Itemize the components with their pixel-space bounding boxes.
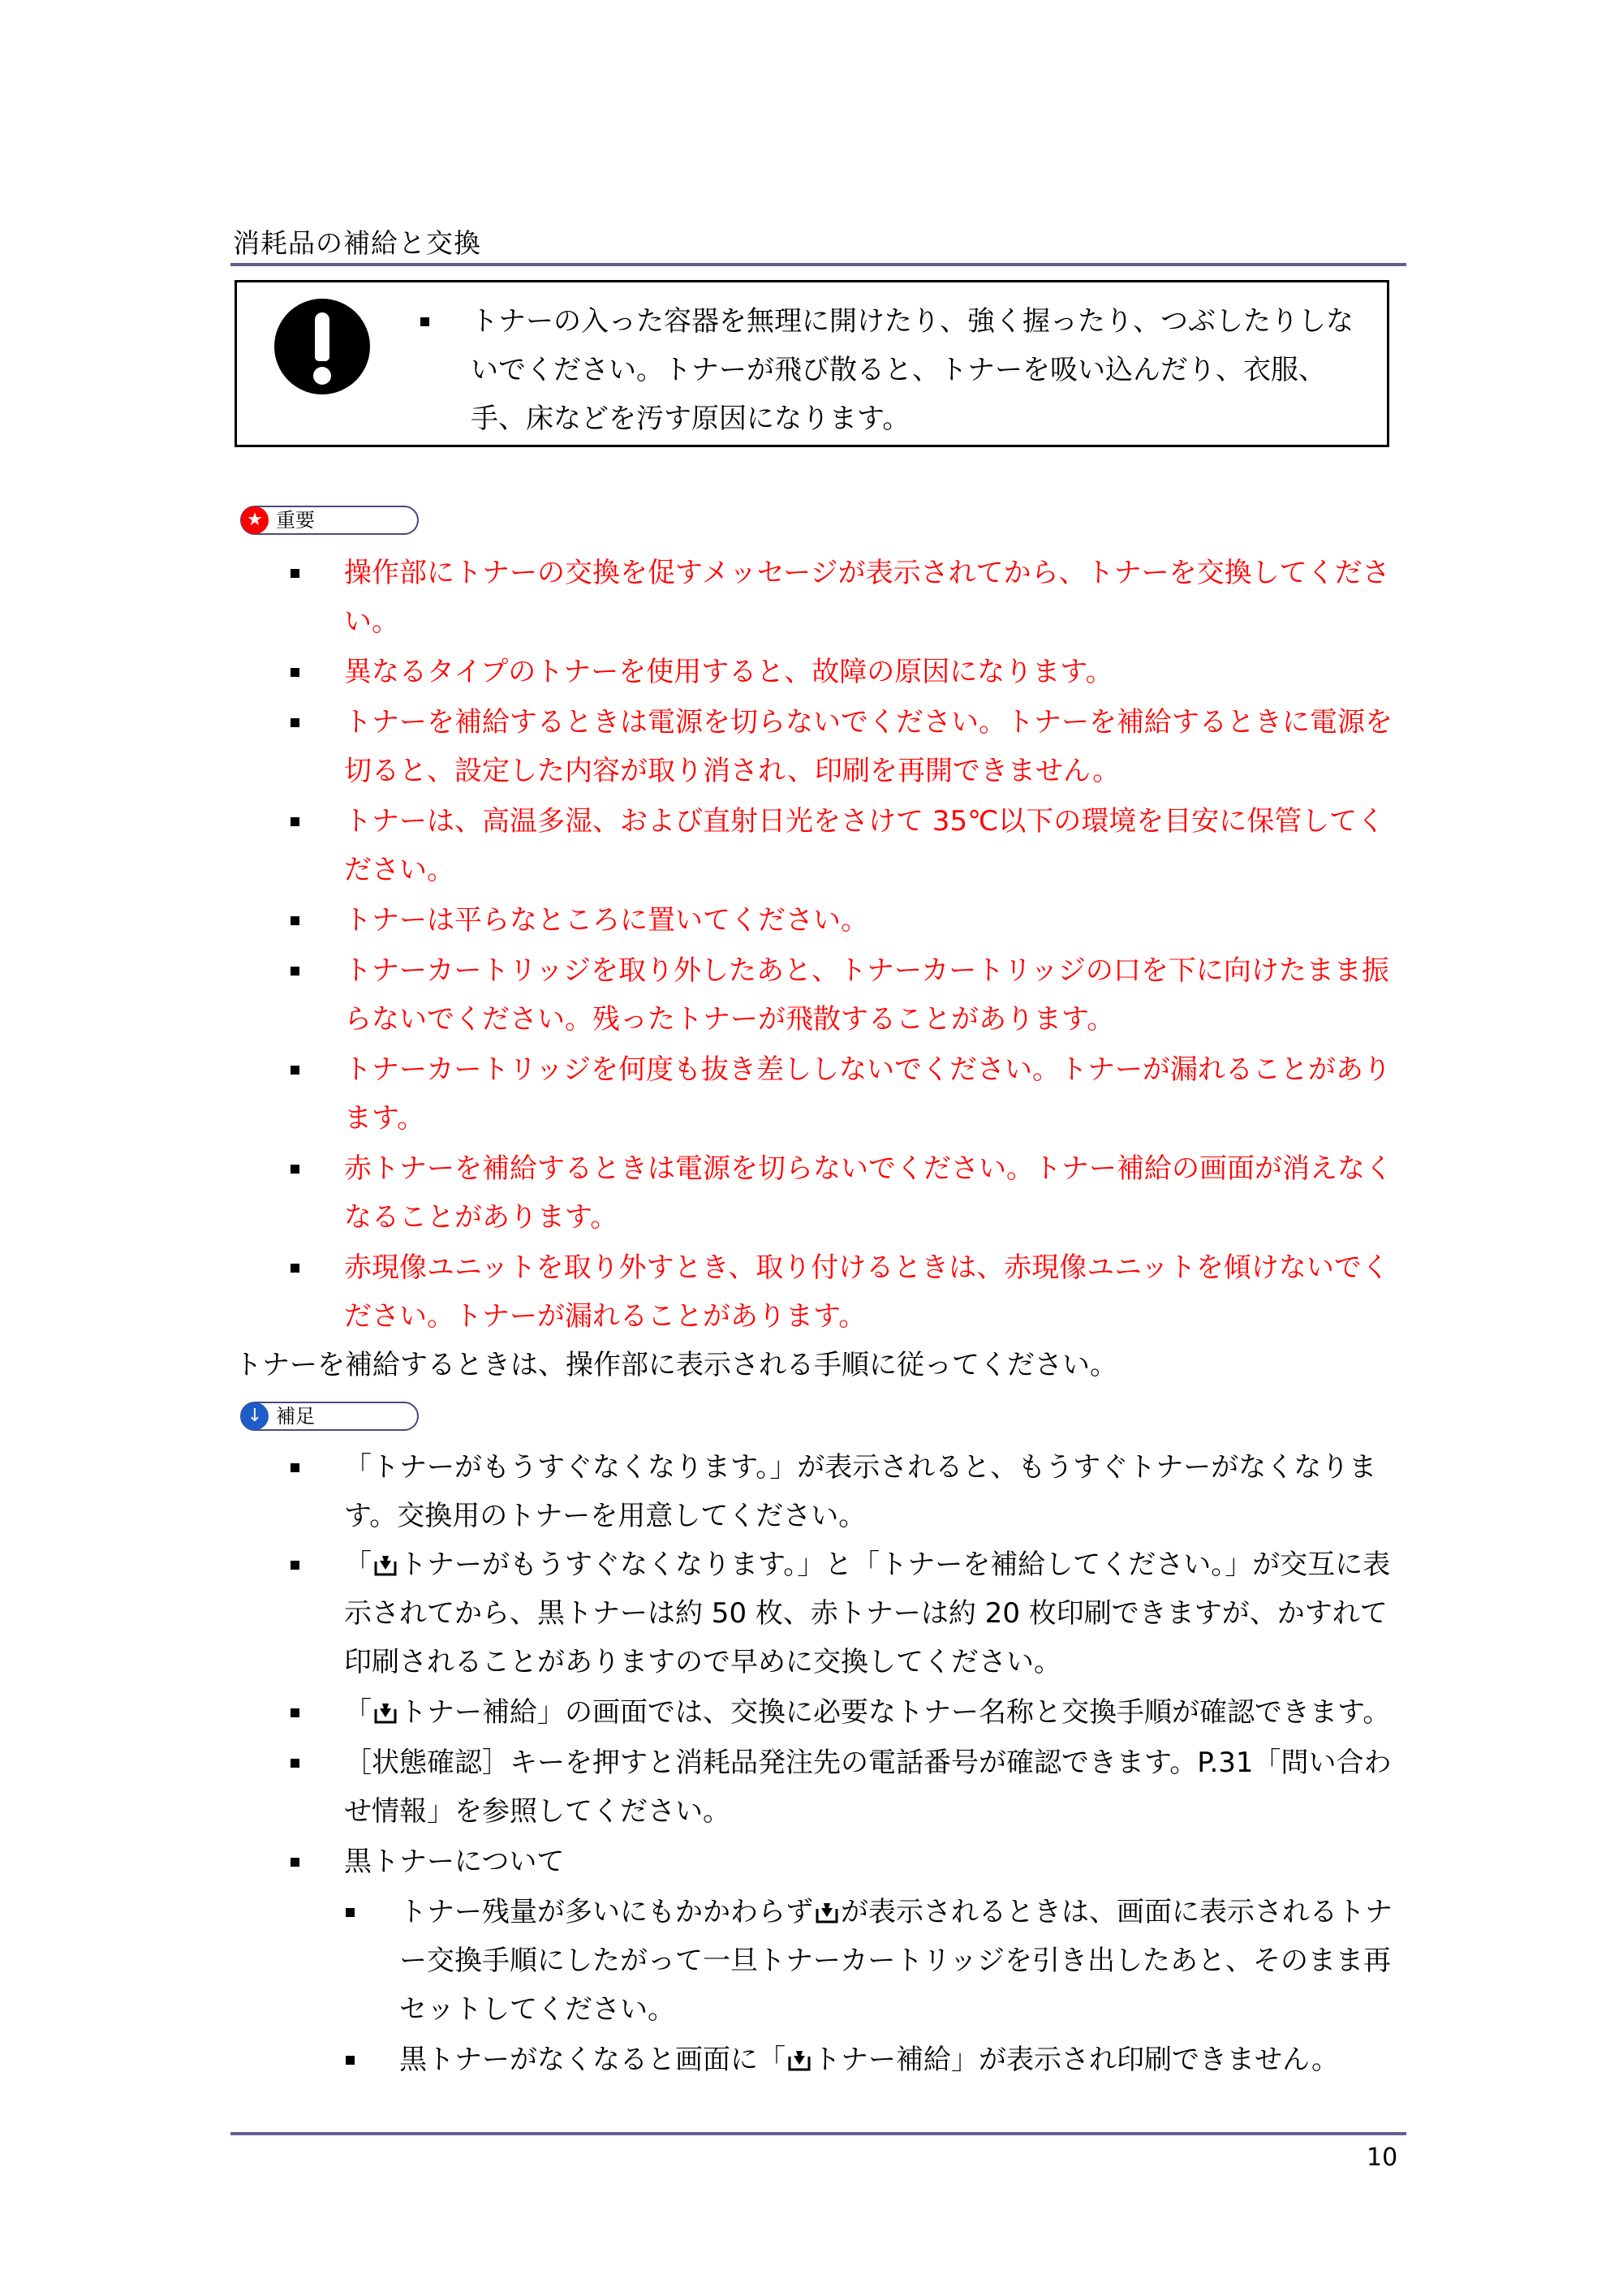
- intro-text: トナーを補給するときは、操作部に表示される手順に従ってください。: [235, 1349, 1117, 1381]
- supplement-label-text: 補足: [276, 1405, 315, 1428]
- page-title: 消耗品の補給と交換: [233, 227, 481, 259]
- caution-text: トナーの入った容器を無理に開けたり、強く握ったり、つぶしたりしないでください。トナーが飛び散ると、トナーを吸い込んだり、衣服、手、床などを汚す原因になります。: [471, 297, 1371, 443]
- star-icon: ★: [241, 506, 269, 534]
- toner-icon: [815, 1891, 839, 1915]
- header-divider: [230, 263, 1406, 266]
- important-item: 異なるタイプのトナーを使用すると、故障の原因になります。: [344, 648, 1406, 696]
- supplement-subitem: 黒トナーがなくなると画面に「 トナー補給」が表示され印刷できません。: [399, 2035, 1406, 2084]
- important-item: トナーは平らなところに置いてください。: [344, 896, 1406, 945]
- arrow-down-icon: ↓: [241, 1402, 269, 1430]
- supplement-item: 「トナーがもうすぐなくなります。」が表示されると、もうすぐトナーがなくなります。交換用のトナーを用意してください。: [344, 1443, 1406, 1540]
- supplement-item: 「 トナー補給」の画面では、交換に必要なトナー名称と交換手順が確認できます。: [344, 1688, 1406, 1737]
- important-item: トナーカートリッジを取り外したあと、トナーカートリッジの口を下に向けたまま振らないでください。残ったトナーが飛散することがあります。: [344, 946, 1406, 1044]
- toner-icon: [787, 2039, 812, 2063]
- exclamation-icon: [274, 299, 370, 394]
- caution-box: [235, 280, 1389, 447]
- important-item: トナーは、高温多湿、および直射日光をさけて 35℃以下の環境を目安に保管してください。: [344, 797, 1406, 894]
- supplement-subitem: トナー残量が多いにもかかわらず が表示されるときは、画面に表示されるトナー交換手順にしたがって一旦トナーカートリッジを引き出したあと、そのまま再セットしてください。: [399, 1888, 1406, 2034]
- supplement-item: 黒トナーについて: [344, 1837, 1406, 1886]
- page-number: 10: [1367, 2143, 1398, 2172]
- footer-divider: [230, 2132, 1406, 2135]
- important-item: トナーカートリッジを何度も抜き差ししないでください。トナーが漏れることがあります。: [344, 1045, 1406, 1143]
- important-label: [240, 506, 419, 535]
- important-item: 操作部にトナーの交換を促すメッセージが表示されてから、トナーを交換してください。: [344, 549, 1406, 646]
- important-item: 赤トナーを補給するときは電源を切らないでください。トナー補給の画面が消えなくなることがあります。: [344, 1144, 1406, 1242]
- important-label-text: 重要: [276, 509, 315, 532]
- bullet: [420, 317, 429, 326]
- supplement-item: ［状態確認］キーを押すと消耗品発注先の電話番号が確認できます。P.31「問い合わせ情報」を参照してください。: [344, 1738, 1406, 1836]
- supplement-item: 「 トナーがもうすぐなくなります。」と「トナーを補給してください。」が交互に表示されてから、黒トナーは約 50 枚、赤トナーは約 20 枚印刷できますが、かすれて印刷されることがありますので早めに交換してください。: [344, 1540, 1406, 1686]
- toner-icon: [373, 1691, 398, 1716]
- important-item: トナーを補給するときは電源を切らないでください。トナーを補給するときに電源を切ると、設定した内容が取り消され、印刷を再開できません。: [344, 698, 1406, 795]
- important-item: 赤現像ユニットを取り外すとき、取り付けるときは、赤現像ユニットを傾けないでください。トナーが漏れることがあります。: [344, 1243, 1406, 1341]
- toner-icon: [373, 1544, 398, 1568]
- supplement-label: [240, 1402, 419, 1431]
